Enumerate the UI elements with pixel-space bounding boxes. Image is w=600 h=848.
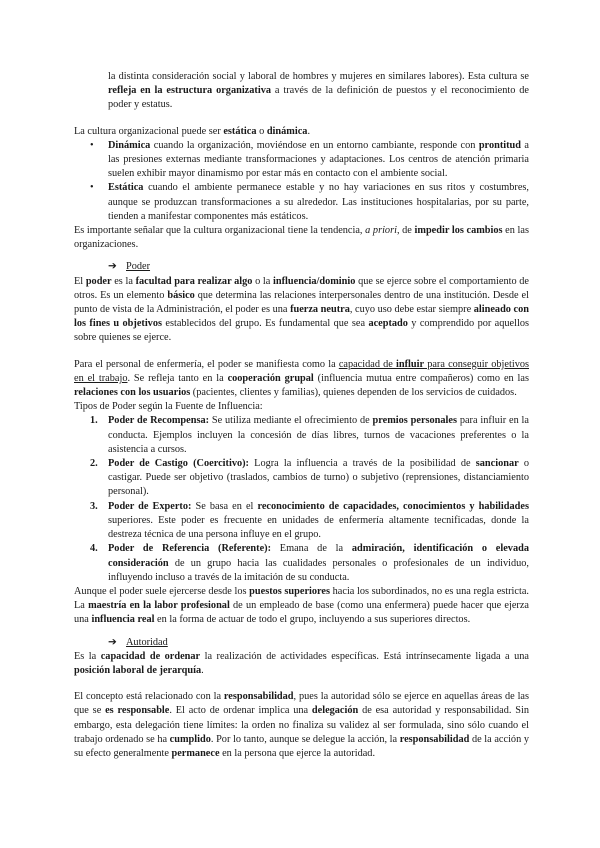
text-run: o [256,125,267,137]
text-run: . [201,664,204,676]
list-item-text [108,458,529,497]
text-run: permanece [171,747,220,759]
text-run: Dinámica [108,139,151,151]
bullet-icon: • [90,182,94,194]
text-run: para conseguir objetivos en el trabajo [74,358,530,384]
text-run: para influir en la conducta. Ejemplos incluyen la concesión de días libres, turnos de vacaciones preferentes o la asistencia a cursos. [108,415,529,455]
text-run: Para el personal de enfermería, el poder se manifiesta como la [74,358,339,370]
text-run: estática [223,125,257,137]
text-run: prontitud [478,139,521,151]
text-run: básico [167,289,195,301]
text-run: capacidad de [338,358,396,370]
text-run: Estática [108,182,144,194]
text-run: en la persona que ejerce la autoridad. [219,747,376,759]
text-run: Se utiliza mediante el ofrecimiento de [209,415,373,427]
text-run: la distinta consideración social y laboral de hombres y mujeres en similares labores). Esta cultura se [108,71,529,82]
text-run: capacidad de ordenar [100,650,201,662]
section-title: Autoridad [126,636,168,648]
text-run: de un empleado de base (como una enfermera) puede hacer que ejerza una [74,600,529,626]
text-run: . El acto de ordenar implica una [169,705,312,717]
culture-types-list [74,139,529,224]
text-run: Es importante señalar que la cultura organizacional tiene la tendencia, [74,225,366,237]
text-run: es la [111,275,136,287]
list-item [74,542,529,585]
text-run: reconocimiento de capacidades, conocimientos y habilidades [257,500,529,512]
list-item [74,500,529,543]
text-run: El [74,275,86,287]
culture-note [74,224,529,252]
text-run: de esa autoridad y responsabilidad. Sin embargo, esta delegación tiene límites: la orden no finaliza su validez al ser formulada, sino sólo cuando el trabajo ordenado se ha [74,705,530,745]
list-number: 1. [90,415,98,427]
poder-nursing [74,358,529,401]
text-run: que determina las relaciones interpersonales dentro de una institución. Desde el punto de vista de la Administración, el poder es una [74,289,529,316]
text-run: posición laboral de jerarquía [74,664,202,676]
text-run: refleja en la estructura organizativa [108,85,271,97]
text-run: o la [252,275,274,287]
text-run: de un grupo hacia las cualidades personales o profesionales de un individuo, influyendo incluso a través de la imitación de su conducta. [108,557,529,583]
poder-definition [74,275,529,346]
text-run: influencia/dominio [273,275,356,287]
text-run: a las presiones externas mediante transformaciones y adaptaciones. Los centros de atención primaria suelen exhibir mayor dinamismo por estar más en contacto con el ambiente social. [108,139,529,180]
culture-paragraph-continued [74,70,529,113]
bullet-icon: • [90,139,94,151]
text-run: impedir los cambios [414,225,503,237]
text-run: admiración, identificación o elevada consideración [108,543,529,569]
text-run: facultad para realizar algo [135,275,253,287]
text-run: Es la [74,650,101,662]
autoridad-detail [74,690,529,761]
list-item [74,457,529,500]
arrow-right-icon: ➔ [108,636,117,648]
section-heading-poder [74,260,529,274]
text-run: premios personales [372,415,457,427]
list-item-text [108,140,529,179]
text-run: a priori [365,225,397,237]
text-run: puestos superiores [249,585,331,597]
text-run: cumplido [169,733,211,745]
section-title: Poder [126,261,151,273]
text-run: . [307,125,311,137]
text-run: aceptado [368,318,408,330]
text-run: de la acción y su efecto generalmente [74,733,529,759]
text-run: cuando la organización, moviéndose en un entorno cambiante, responde con [150,139,479,151]
text-run: delegación [311,705,359,717]
text-run: , cuyo uso debe estar siempre [349,304,474,316]
text-run: , pues la autoridad sólo se ejerce en aquellas áreas de las que se [74,691,530,717]
list-item [74,414,529,457]
text-run: influir [396,358,425,370]
text-run: cuando el ambiente permanece estable y no hay variaciones en sus ritos y costumbres, aunque se produzcan transformaciones a su alrededor. Las instituciones hospitalarias, por su parte, tienden a manifestar componentes más estáticos. [108,182,529,222]
autoridad-definition [74,650,529,678]
text-run: sancionar [475,458,519,470]
section-heading-autoridad [74,636,529,650]
text-run: dinámica [266,125,308,137]
text-run: , de [396,225,415,237]
list-item-text [108,501,529,540]
list-item [74,181,529,224]
text-run: hacia los subordinados, no es una regla estricta. La [74,585,529,612]
text-run: . Por lo tanto, aunque se delegue la acción, la [210,733,400,745]
document-body [74,70,529,761]
text-run: Poder de Referencia (Referente): [108,543,272,555]
text-run: a través de la definición de puestos y el reconocimiento de poder y estatus. [108,85,529,111]
text-run: (pacientes, clientes y familias), quienes dependen de los servicios de cuidados. [190,387,517,399]
text-run: influencia real [91,614,155,626]
text-run: que se ejerce sobre el comportamiento de otros. Es un elemento [74,275,529,301]
poder-types-list [74,414,529,584]
list-number: 3. [90,500,98,512]
arrow-right-icon: ➔ [108,261,117,273]
text-run: La cultura organizacional puede ser [74,125,224,137]
text-run: Emana de la [271,543,352,555]
list-number: 2. [90,458,98,470]
text-run: responsabilidad [399,733,470,745]
text-run: responsabilidad [223,691,294,703]
text-run: la realización de actividades específicas. Está intrínsecamente ligada a una [200,650,529,662]
text-run: Poder de Recompensa: [108,415,210,427]
text-run: Poder de Experto: [108,500,192,512]
text-run: poder [85,275,112,287]
text-run: maestría en la labor profesional [88,600,230,612]
text-run: y comprendido por aquellos sobre quienes se ejerce. [74,318,530,344]
list-item-text [108,543,529,582]
text-run: alineado con los fines u objetivos [74,304,529,330]
list-item-text [108,415,529,454]
text-run: en la forma de actuar de todo el grupo, incluyendo a sus superiores directos. [154,614,471,626]
culture-intro [74,125,529,139]
text-run: en las organizaciones. [74,225,529,251]
text-run: Logra la influencia a través de la posibilidad de [248,458,476,470]
poder-closing [74,585,529,628]
list-item-text [108,182,529,221]
text-run: relaciones con los usuarios [74,387,191,399]
text-run: fuerza neutra [290,304,350,316]
list-number: 4. [90,543,98,555]
text-run: es responsable [105,705,170,717]
text-run: Aunque el poder suele ejercerse desde los [74,585,250,597]
text-run: superiores. Este poder es frecuente en unidades de enfermería altamente tecnificadas, donde la destreza técnica de una persona influye en el grupo. [108,514,529,541]
list-item [74,139,529,182]
text-run: Se basa en el [191,500,258,512]
poder-types-title: Tipos de Poder según la Fuente de Influencia: [74,401,263,413]
text-run: El concepto está relacionado con la [74,691,224,703]
text-run: cooperación grupal [227,372,314,384]
text-run: . Se refleja tanto en la [127,372,228,384]
text-run: Poder de Castigo (Coercitivo): [108,458,249,470]
text-run: establecidos del grupo. Es fundamental que sea [162,318,369,330]
text-run: (influencia mutua entre compañeros) como en las [313,372,529,384]
text-run: o castigar. Puede ser objetivo (traslados, cambios de turno) o subjetivo (reprensiones, distanciamiento personal). [108,458,529,498]
